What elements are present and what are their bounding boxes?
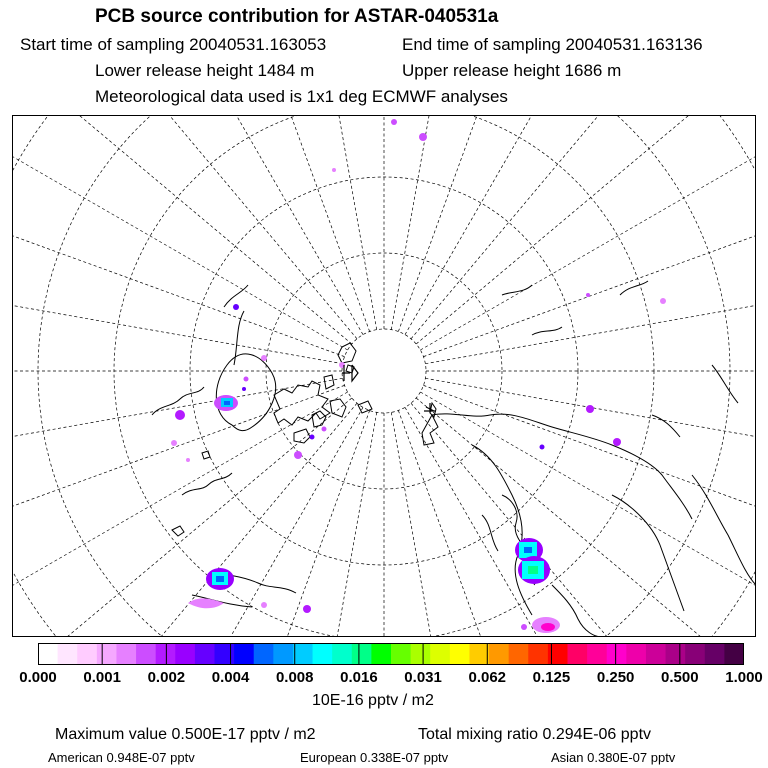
lower-height-label: Lower release height 1484 m — [95, 61, 315, 80]
colorbar-cell — [411, 643, 431, 665]
colorbar-cell — [234, 643, 254, 665]
colorbar-cell — [430, 643, 450, 665]
polar-stereographic-map — [12, 115, 756, 637]
colorbar-cell — [77, 643, 97, 665]
colorbar-cell — [528, 643, 548, 665]
colorbar-cell — [705, 643, 725, 665]
colorbar-cell — [509, 643, 529, 665]
colorbar-cell — [548, 643, 568, 665]
end-time-label: End time of sampling 20040531.163136 — [402, 35, 703, 54]
colorbar-tick-label: 0.004 — [211, 669, 250, 686]
colorbar-cell — [391, 643, 411, 665]
colorbar-tick-label: 0.016 — [340, 669, 378, 686]
met-data-label: Meteorological data used is 1x1 deg ECMWF analyses — [95, 87, 508, 106]
colorbar-cell — [568, 643, 588, 665]
colorbar-cell — [332, 643, 352, 665]
colorbar-cell — [215, 643, 235, 665]
colorbar-tick-label: 0.250 — [596, 669, 635, 686]
colorbar-cell — [371, 643, 391, 665]
colorbar-cell — [313, 643, 333, 665]
colorbar-cell — [175, 643, 195, 665]
colorbar-cell — [38, 643, 58, 665]
colorbar-cell — [273, 643, 293, 665]
american-contribution: American 0.948E-07 pptv — [48, 750, 195, 765]
colorbar-tick-label: 0.031 — [404, 669, 442, 686]
colorbar-cell — [469, 643, 489, 665]
colorbar-units: 10E-16 pptv / m2 — [312, 692, 434, 709]
colorbar-cell — [136, 643, 156, 665]
colorbar-cell — [724, 643, 744, 665]
colorbar-cell — [97, 643, 117, 665]
colorbar-cell — [626, 643, 646, 665]
total-mixing-ratio-label: Total mixing ratio 0.294E-06 pptv — [418, 726, 652, 743]
colorbar-cell — [666, 643, 686, 665]
upper-height-label: Upper release height 1686 m — [402, 61, 622, 80]
colorbar-cell — [116, 643, 136, 665]
maximum-value-label: Maximum value 0.500E-17 pptv / m2 — [55, 726, 316, 743]
colorbar-tick-label: 0.000 — [19, 669, 57, 686]
colorbar-tick-label: 0.125 — [532, 669, 571, 686]
colorbar-tick-label: 0.008 — [275, 669, 314, 686]
asian-contribution: Asian 0.380E-07 pptv — [551, 750, 676, 765]
colorbar-tick-label: 0.062 — [468, 669, 507, 686]
colorbar-cell — [254, 643, 274, 665]
colorbar — [38, 643, 744, 665]
colorbar-cell — [352, 643, 372, 665]
colorbar-cell — [293, 643, 313, 665]
colorbar-tick-label: 0.002 — [147, 669, 186, 686]
colorbar-cell — [607, 643, 627, 665]
colorbar-cell — [58, 643, 78, 665]
colorbar-cell — [450, 643, 470, 665]
start-time-label: Start time of sampling 20040531.163053 — [20, 35, 327, 54]
colorbar-tick-label: 0.001 — [83, 669, 121, 686]
colorbar-cell — [646, 643, 666, 665]
european-contribution: European 0.338E-07 pptv — [300, 750, 449, 765]
colorbar-tick-label: 0.500 — [661, 669, 699, 686]
map-title: PCB source contribution for ASTAR-040531a — [95, 6, 499, 27]
colorbar-cell — [195, 643, 215, 665]
colorbar-tick-label: 1.000 — [725, 669, 763, 686]
colorbar-cell — [489, 643, 509, 665]
colorbar-cell — [685, 643, 705, 665]
colorbar-cell — [587, 643, 607, 665]
colorbar-cell — [156, 643, 176, 665]
